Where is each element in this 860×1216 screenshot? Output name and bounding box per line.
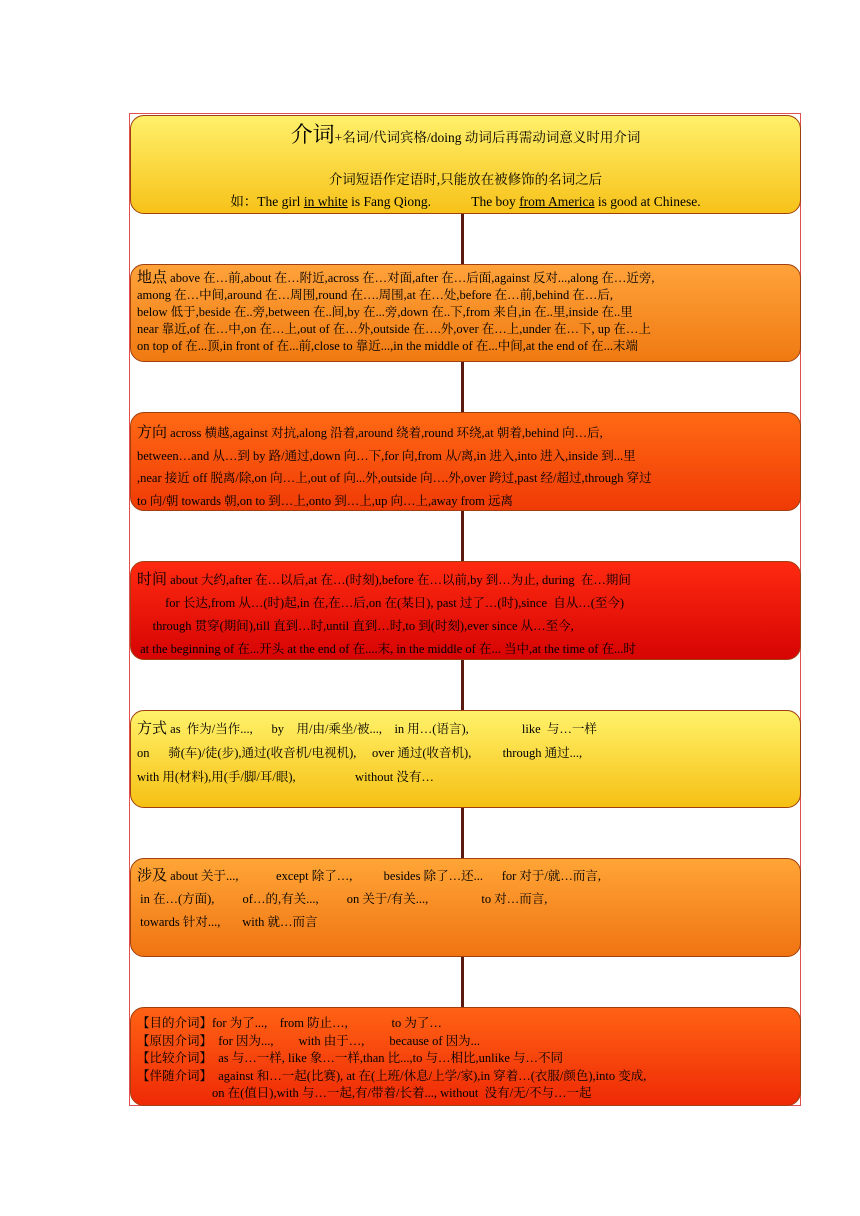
manner-line: with 用(材料),用(手/脚/耳/眼), without 没有… <box>137 770 434 784</box>
manner-box <box>130 710 801 808</box>
example-prefix: 如：The girl <box>230 194 304 209</box>
manner-line: on 骑(车)/徒(步),通过(收音机/电视机), over 通过(收音机), through 通过..., <box>137 746 583 760</box>
title-box <box>130 115 801 214</box>
connector-line <box>461 362 464 412</box>
concern-head: 涉及 <box>137 868 168 884</box>
place-line <box>137 270 800 287</box>
place-line: among 在…中间,around 在…周围,round 在….周围,at 在…处,before 在…前,behind 在…后, <box>137 288 613 302</box>
title-rest: +名词/代词宾格/doing 动词后再需动词意义时用介词 <box>334 130 641 145</box>
accompany-line: 【伴随介词】 against 和…一起(比赛), at 在(上班/休息/上学/家),in 穿着…(衣服/颜色),into 变成, <box>137 1068 647 1083</box>
direction-text: across 横越,against 对抗,along 沿着,around 绕着,round 环绕,at 朝着,behind 向…后, <box>167 426 603 440</box>
example-underline-1: in white <box>303 194 348 209</box>
time-line: through 贯穿(期间),till 直到…时,until 直到…时,to 到(时刻),ever since 从…至今, <box>137 619 574 633</box>
place-text: above 在…前,about 在…附近,across 在…对面,after 在…后面,against 反对...,along 在…近旁, <box>167 271 655 285</box>
time-line: for 长达,from 从…(时)起,in 在,在…后,on 在(某日), past 过了…(时),since 自从…(至今) <box>137 596 625 610</box>
direction-line <box>137 422 800 445</box>
connector-line <box>461 957 464 1007</box>
reason-line: 【原因介词】 for 因为..., with 由于…, because of 因为... <box>137 1033 481 1048</box>
title-line <box>131 122 800 147</box>
time-box <box>130 561 801 660</box>
comparison-line: 【比较介词】 as 与…一样, like 象…一样,than 比...,to 与…相比,unlike 与…不同 <box>137 1051 564 1065</box>
example-end: is good at Chinese. <box>594 194 701 209</box>
example-underline-2: from America <box>519 194 595 209</box>
time-text: about 大约,after 在…以后,at 在…(时刻),before 在…以前,by 到…为止, during 在…期间 <box>167 573 631 587</box>
concern-line: in 在…(方面), of…的,有关..., on 关于/有关..., to 对…而言, <box>137 892 548 906</box>
connector-line <box>461 660 464 710</box>
subtitle: 介词短语作定语时,只能放在被修饰的名词之后 <box>328 172 603 187</box>
direction-line: between…and 从…到 by 路/通过,down 向…下,for 向,from 从/离,in 进入,into 进入,inside 到...里 <box>137 448 636 463</box>
concern-box <box>130 858 801 957</box>
accompany-line-2: on 在(值日),with 与…一起,有/带着/长着..., without 没有/无/不与…一起 <box>137 1086 592 1100</box>
place-box <box>130 264 801 362</box>
concern-line: towards 针对..., with 就…而言 <box>137 915 318 929</box>
direction-line: ,near 接近 off 脱离/除,on 向…上,out of 向...外,outside 向….外,over 跨过,past 经/超过,through 穿过 <box>137 471 652 485</box>
place-line: on top of 在...顶,in front of 在...前,close to 靠近...,in the middle of 在...中间,at the end of 在...末端 <box>137 339 638 353</box>
manner-text: as 作为/当作..., by 用/由/乘坐/被..., in 用…(语言), like 与…一样 <box>167 722 597 736</box>
direction-box <box>130 412 801 511</box>
example-mid: is Fang Qiong. The boy <box>347 194 520 209</box>
direction-head: 方向 <box>137 425 168 441</box>
manner-line <box>137 717 800 741</box>
title-main: 介词 <box>290 122 335 147</box>
direction-line: to 向/朝 towards 朝,on to 到…上,onto 到…上,up 向…上,away from 远离 <box>137 493 514 508</box>
concern-line <box>137 865 800 888</box>
example-line <box>131 193 800 210</box>
time-line: at the beginning of 在...开头 at the end of 在....末, in the middle of 在... 当中,at the time of 在...时 <box>137 642 636 656</box>
concern-text: about 关于..., except 除了…, besides 除了…还... for 对于/就…而言, <box>167 869 602 883</box>
purpose-line: 【目的介词】for 为了..., from 防止…, to 为了… <box>137 1016 442 1030</box>
time-head: 时间 <box>137 572 168 588</box>
place-line: below 低于,beside 在..旁,between 在..间,by 在...旁,down 在..下,from 来自,in 在..里,inside 在..里 <box>137 305 633 319</box>
misc-box <box>130 1007 801 1106</box>
place-head: 地点 <box>137 270 168 286</box>
manner-head: 方式 <box>137 721 168 737</box>
connector-line <box>461 511 464 561</box>
connector-line <box>461 214 464 264</box>
time-line <box>137 569 800 592</box>
connector-line <box>461 808 464 858</box>
place-line: near 靠近,of 在…中,on 在…上,out of 在…外,outside 在….外,over 在…上,under 在…下, up 在…上 <box>137 322 651 336</box>
